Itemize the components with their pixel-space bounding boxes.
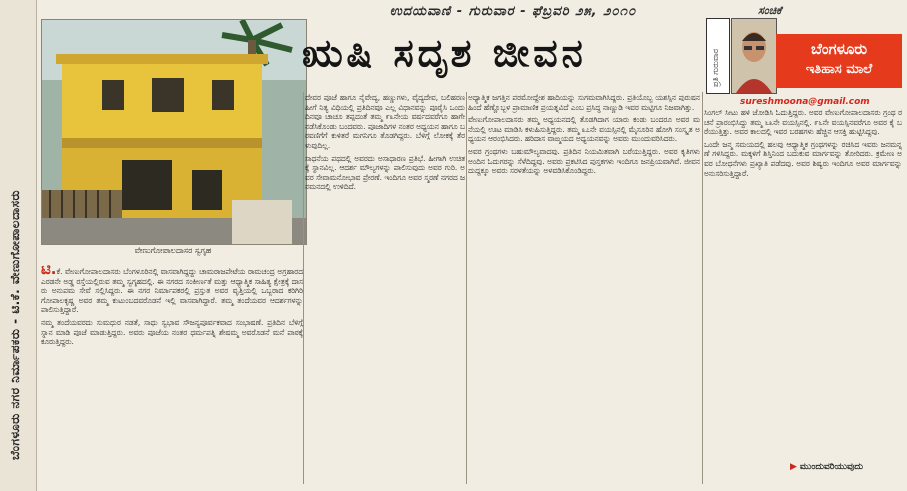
paragraph: ಸಿಂಗಲ್ ಸೀಟು ಹಳಿ ಜೋಡಿಸಿ ಓದುತ್ತಿದ್ದರು. ಅವರ ವೇಣುಗೋಪಾಲದಾಸರು ಗ್ರಂಥ ರಚನೆ ಪ್ರಾರಂಭಿಸಿದ್ದು ತಮ್ಮ ೬೩ನೇ ವಯಸ್ಸಿನಲ್ಲಿ. ೯೬ನೇ ವಯಸ್ಸಿನವರೆಗೂ ಅವರ ಕೈ ಬರೆಯುತ್ತಿತ್ತು. ಅವರ ಕಾಲದಲ್ಲಿ ಇವರ ಬರಹಗಳು ಹೆಚ್ಚಿನ ಆಸಕ್ತಿ ಹುಟ್ಟಿಸಿದ್ದವು. [704, 108, 902, 137]
triangle-icon: ▶ [790, 462, 797, 472]
paragraph: ವೇಣುಗೋಪಾಲದಾಸರು ತಮ್ಮ ಅಧ್ಯಯನದಲ್ಲಿ ತೊಡಗಿದಾಗ ಯಾರು ಕಂಡು ಬಂದರೂ ಅವರ ಮನೆಯಲ್ಲಿ ಊಟ ಮಾಡಿಸಿ ಕಳುಹಿಸುತ್ತಿದ್ದರು. ತಮ್ಮ ೩೭ನೇ ವಯಸ್ಸಿನಲ್ಲಿ ಮೈಸೂರಿನ ಹೋಗಿ ಸಂಸ್ಕೃತ ಅಧ್ಯಯನ ಆರಂಭಿಸಿದರು. ಹರಿದಾಸ ವಾಙ್ಮಯದ ಅಧ್ಯಯನವನ್ನು ಅವರು ಮುಂದುವರಿಸಿದರು. [468, 115, 700, 144]
continued-text: ಮುಂದುವರಿಯುವುದು [799, 462, 864, 472]
paragraph: ನಮ್ಮ ತಂದೆಯವರದು ಸುಮಧುರ ನಡತೆ, ಸಾಧು ಸ್ವಭಾವ ಸೌಜನ್ಯಪೂರ್ವಕವಾದ ಸಂಭಾಷಣೆ. ಪ್ರತಿದಿನ ಬೆಳಿಗ್ಗೆ ಸ್ನಾನ ಮಾಡಿ ಪೂಜೆ ಮಾಡುತ್ತಿದ್ದರು. ಅವರು ಪೂಜೆಯ ನಂತರ ಧರ್ಮಪತ್ನಿ ಶೇಷಮ್ಮ ಅವರೊಡನೆ ಮನೆ ಪಾಠಕ್ಕೆ ಕೂರುತ್ತಿದ್ದರು. [41, 317, 303, 347]
dateline: ಉದಯವಾಣಿ - ಗುರುವಾರ - ಫೆಬ್ರವರಿ ೨೫, ೨೦೧೦ [389, 4, 637, 19]
article-column-3 [468, 93, 700, 483]
side-strip-series-title [0, 0, 37, 491]
column-title-line1: ಬೆಂಗಳೂರು [810, 40, 868, 58]
author-email: sureshmoona@gmail.com [740, 97, 870, 107]
paragraph: ಅಧ್ಯಾತ್ಮಿಕ ಜಗತ್ತಿನ ಪರಮೋದ್ದೇಶ ಹಾದಿಯನ್ನು ಸುಗಮವಾಗಿಸಿದ್ದರು. ಪ್ರತಿಯೊಬ್ಬ ಯಶಸ್ಸಿನ ಪುರುಷನ ಹಿಂದೆ ಹೆಣ್ಣೊಬ್ಬಳ ಪ್ರಾಮಾಣಿಕ ಪ್ರಯತ್ನವಿದೆ ಎಂಬ ಪ್ರಸಿದ್ಧ ನಾಣ್ಣುಡಿ ಇವರ ಮಟ್ಟಿಗೂ ನಿಜವಾಗಿತ್ತು. [468, 93, 700, 112]
paragraph: ಒಂದೇ ಜನ್ಮ ಸಮಯದಲ್ಲಿ ಹಲವು ಆಧ್ಯಾತ್ಮಿಕ ಗ್ರಂಥಗಳನ್ನು ರಚಿಸಿದ ಇವರು ಜನಮನ್ನಣೆ ಗಳಿಸಿದ್ದರು. ಮಕ್ಕಳಿಗೆ ಶಿಸ್ತಿನಿಂದ ಬದುಕುವ ಮಾರ್ಗವನ್ನು ತೋರಿದರು. ಕ್ರಮೇಣ ಅವರ ಬೋಧನೆಗಳು ಪ್ರಖ್ಯಾತಿ ಪಡೆದವು. ಅವರ ಶಿಷ್ಯರು ಇಂದಿಗೂ ಅವರ ಮಾರ್ಗವನ್ನು ಅನುಸರಿಸುತ್ತಿದ್ದಾರೆ. [704, 139, 902, 178]
article-column-1 [41, 265, 303, 483]
article-column-2 [305, 93, 465, 483]
series-title-vertical: ಬೆಂಗಳೂರು ನಗರ ನಿರ್ಮಾಪಕರು - ಟಿ.ಕೆ. ವೇಣುಗೋಪಾಲದಾಸರು [8, 189, 22, 460]
column-divider [466, 92, 467, 484]
headline: ಋಷಿ ಸದೃಶ ಜೀವನ [302, 30, 587, 75]
column-divider [702, 92, 703, 484]
column-side-tag-text: ಪ್ರತಿ ಗುರುವಾರ [711, 48, 720, 87]
continued-marker [790, 462, 863, 472]
paragraph: ದೇವರ ಪೂಜೆ ಹಾಗೂ ನೈವೇದ್ಯ, ಹಣ್ಣುಗಳು, ವೈದ್ಯದೇವ, ಬಲಿಹರಣ ಹೀಗೆ ನಿತ್ಯ ವಿಧಿಯಲ್ಲಿ ಪ್ರತಿದಿನವೂ ಎಲ್ಲ ವಿಧಾನವನ್ನು ಪೂರೈಸಿ ಒಂದು ದಿನವೂ ಚಾಚೂ ತಪ್ಪದಂತೆ ತಮ್ಮ ೯೩ನೇಯ ವರ್ಷದವರೆಗೂ ಹಾಗೇ ನಡೆಸಿಕೊಂಡು ಬಂದವರು. ಪೂಜಾದಿಗಳ ನಂತರ ಅಧ್ಯಯನ ಹಾಗೂ ಬರವಣಿಗೆಗೆ ಕುಳಿತರೆ ಮಗನಿಗೂ ತೊಡಗಿದ್ದರು. ಬೆಳಿಗ್ಗೆ ಲೋಕಕ್ಕೆ ತೆರಳುವುದಿಲ್ಲ. [305, 93, 465, 150]
column-side-tag [706, 18, 730, 94]
house-photo [41, 19, 307, 245]
paragraph: ಸಾಧನೆಯ ಪಥದಲ್ಲಿ ಅವರದು ಅಸಾಧಾರಣ ಪ್ರತಿಭೆ. ಹೀಗಾಗಿ ಉಚಿತಕ್ಕೆ ಸ್ಥಾನವಿಲ್ಲ. ಆದರ್ಶ ಮೌಲ್ಯಗಳನ್ನು ಪಾಲಿಸುವುದು ಅವರ ಗುರಿ. ಅವರ ಸೇವಾಮನೋಭಾವ ಪ್ರೇರಣೆ. ಇಂದಿಗೂ ಅವರ ಸ್ಮರಣೆ ನಗರದ ಜನಮನದಲ್ಲಿ ಉಳಿದಿದೆ. [305, 153, 465, 192]
paragraph: ಟಿ.ಕೆ. ವೇಣುಗೋಪಾಲದಾಸರು ಬೆಂಗಳೂರಿನಲ್ಲಿ ವಾಸವಾಗಿದ್ದದ್ದು ಚಾಮರಾಜಪೇಟೆಯ ರಾಮಚಂದ್ರ ಅಗ್ರಹಾರದ ಎರಡನೇ ಅಡ್ಡ ರಸ್ತೆಯಲ್ಲಿರುವ ತಮ್ಮ ಸ್ವಗೃಹದಲ್ಲಿ. ಈ ನಗರದ ಸಂಕೀರ್ಣತೆ ಮತ್ತು ಆಧ್ಯಾತ್ಮಿಕ ಸಾಹಿತ್ಯ ಕ್ಷೇತ್ರಕ್ಕೆ ದಾಸರು ಅನುಪಮ ಸೇವೆ ಸಲ್ಲಿಸಿದ್ದರು. ಈ ನಗರ ನಿರ್ಮಾಪಕರಲ್ಲಿ ಪ್ರಸ್ತುತ ಅವರ ವೃತ್ತಿಯಲ್ಲಿ ಒಬ್ಬರಾದ ಕರಿಗಿರಿ ಗೋಪಾಲಕೃಷ್ಣ ಅವರ ತಮ್ಮ ಕುಟುಂಬದವರೊಡನೆ ಇಲ್ಲಿ ವಾಸವಾಗಿದ್ದಾರೆ. ತಮ್ಮ ತಂದೆಯವರ ಆದರ್ಶಗಳನ್ನು ಪಾಲಿಸುತ್ತಿದ್ದಾರೆ. [41, 265, 303, 315]
column-label: ಸಂಚಿಕೆ [758, 4, 782, 17]
photo-caption: ವೇಣುಗೋಪಾಲದಾಸರ ಸ್ವಗೃಹ [134, 246, 212, 255]
column-title-line2: ಇತಿಹಾಸ ಮಾಲೆ [805, 62, 873, 77]
column-title-banner [776, 34, 902, 88]
author-photo [731, 18, 777, 94]
column-divider [303, 92, 304, 484]
paragraph: ಅವರ ಗ್ರಂಥಗಳು ಬಹುಮೌಲ್ಯವಾದವು. ಪ್ರತಿದಿನ ನಿಯಮಿತವಾಗಿ ಬರೆಯುತ್ತಿದ್ದರು. ಅವರ ಕೃತಿಗಳು ಅಂದಿನ ಓದುಗರನ್ನು ಸೆಳೆದಿದ್ದವು. ಅವರು ಪ್ರಕಟಿಸಿದ ಪುಸ್ತಕಗಳು ಇಂದಿಗೂ ಜನಪ್ರಿಯವಾಗಿವೆ. ಜೀವನದುದ್ದಕ್ಕೂ ಅವರು ಸರಳತೆಯನ್ನು ಅಳವಡಿಸಿಕೊಂಡಿದ್ದರು. [468, 146, 700, 176]
article-column-4 [704, 108, 902, 460]
